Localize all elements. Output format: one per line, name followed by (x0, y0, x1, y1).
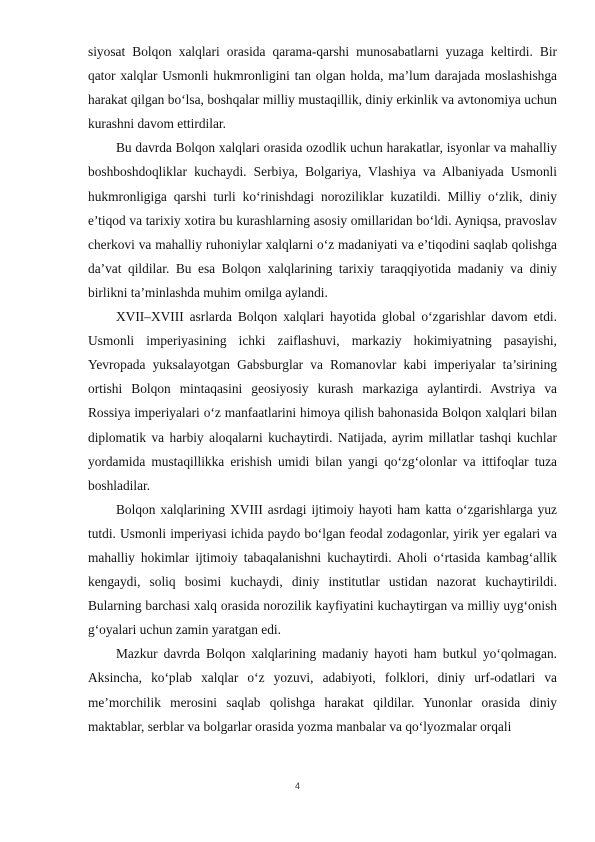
paragraph-2: Bu davrda Bolqon xalqlari orasida ozodlik uchun harakatlar, isyonlar va mahalliy boshboshdoqliklar kuchaydi. Serbiya, Bolgariya, Vlashiya va Albaniyada Usmonli hukmronligiga qarshi turli ko‘rinishdagi noroziliklar kuzatildi. Milliy o‘zlik, diniy e’tiqod va tarixiy xotira bu kurashlarning asosiy omillaridan bo‘ldi. Ayniqsa, pravoslav cherkovi va mahalliy ruhoniylar xalqlarni o‘z madaniyati va e’tiqodini saqlab qolishga da’vat qildilar. Bu esa Bolqon xalqlarining tarixiy taraqqiyotida madaniy va diniy birlikni ta’minlashda muhim omilga aylandi. (88, 140, 557, 300)
paragraph-1: siyosat Bolqon xalqlari orasida qarama-qarshi munosabatlarni yuzaga keltirdi. Bir qator xalqlar Usmonli hukmronligini tan olgan holda, ma’lum darajada moslashishga harakat qilgan bo‘lsa, boshqalar milliy mustaqillik, diniy erkinlik va avtonomiya uchun kurashni davom ettirdilar. (88, 44, 557, 132)
document-page (88, 40, 557, 739)
paragraph-4: Bolqon xalqlarining XVIII asrdagi ijtimoiy hayoti ham katta o‘zgarishlarga yuz tutdi. Usmonli imperiyasi ichida paydo bo‘lgan feodal zodagonlar, yirik yer egalari va mahalliy hokimlar ijtimoiy tabaqalanishni kuchaytirdi. Aholi o‘rtasida kambag‘allik kengaydi, soliq bosimi kuchaydi, diniy institutlar ustidan nazorat kuchaytirildi. Bularning barchasi xalq orasida norozilik kayfiyatini kuchaytirgan va milliy uyg‘onish g‘oyalari uchun zamin yaratgan edi. (88, 501, 557, 638)
paragraph-3: XVII–XVIII asrlarda Bolqon xalqlari hayotida global o‘zgarishlar davom etdi. Usmonli imperiyasining ichki zaiflashuvi, markaziy hokimiyatning pasayishi, Yevropada yuksalayotgan Gabsburglar va Romanovlar kabi imperiyalar ta’sirining ortishi Bolqon mintaqasini geosiyosiy kurash markaziga aylantirdi. Avstriya va Rossiya imperiyalari o‘z manfaatlarini himoya qilish bahonasida Bolqon xalqlari bilan diplomatik va harbiy aloqalarni kuchaytirdi. Natijada, ayrim millatlar tashqi kuchlar yordamida mustaqillikka erishish umidi bilan yangi qo‘zg‘olonlar va ittifoqlar tuza boshladilar. (88, 309, 557, 493)
page-number: 4 (294, 781, 300, 791)
paragraph-5: Mazkur davrda Bolqon xalqlarining madaniy hayoti ham butkul yo‘qolmagan. Aksincha, ko‘plab xalqlar o‘z yozuvi, adabiyoti, folklori, diniy urf-odatlari va me’morchilik merosini saqlab qolishga harakat qildilar. Yunonlar orasida diniy maktablar, serblar va bolgarlar orasida yozma manbalar va qo‘lyozmalar orqali (88, 646, 557, 734)
